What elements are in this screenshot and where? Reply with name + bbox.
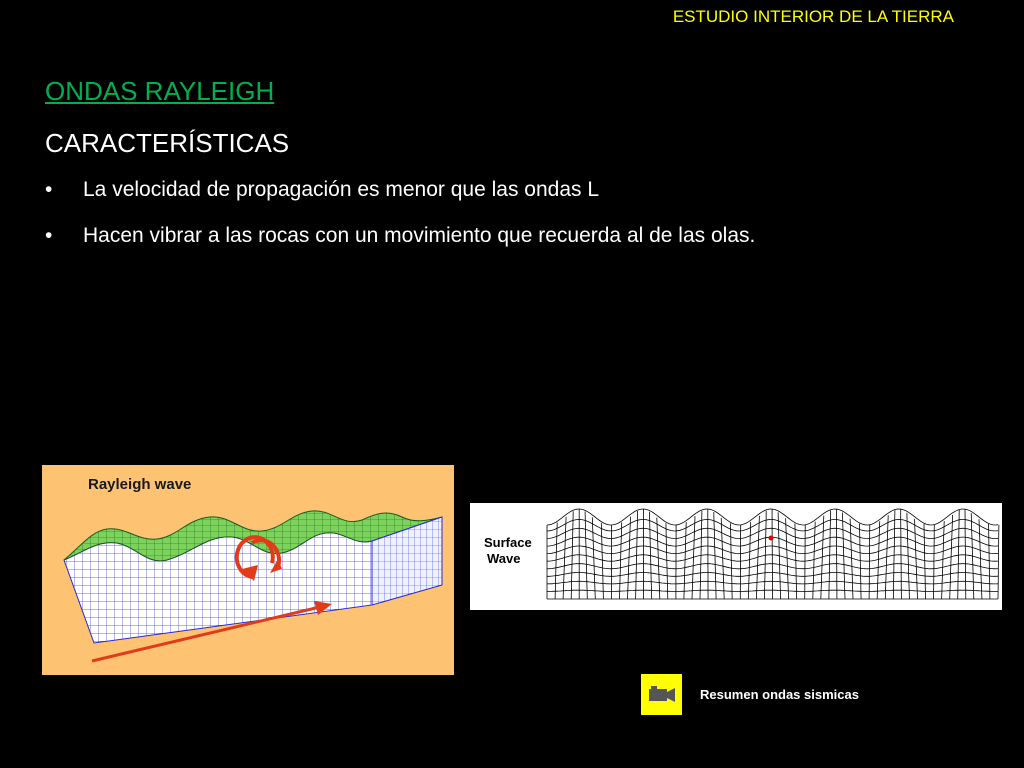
grid-vertical-line — [813, 522, 815, 599]
video-link-label[interactable]: Resumen ondas sismicas — [700, 687, 859, 702]
grid-vertical-line — [730, 523, 732, 599]
grid-vertical-line — [942, 521, 945, 599]
rayleigh-wave-illustration — [42, 465, 454, 675]
grid-vertical-line — [620, 522, 622, 599]
bullet-item — [45, 224, 755, 248]
rayleigh-wave-label: Rayleigh wave — [88, 476, 192, 493]
grid-vertical-line — [901, 509, 902, 599]
grid-vertical-line — [869, 525, 870, 599]
grid-vertical-line — [998, 525, 999, 599]
grid-vertical-line — [836, 509, 837, 599]
wave-block-front — [64, 533, 372, 643]
video-button[interactable] — [641, 674, 682, 715]
surface-wave-figure — [470, 503, 1002, 610]
surface-wave-label-line2: Wave — [487, 551, 521, 566]
grid-vertical-line — [958, 510, 960, 599]
grid-vertical-line — [877, 521, 880, 599]
surface-wave-grid — [547, 509, 999, 599]
grid-vertical-line — [934, 525, 935, 599]
grid-vertical-line — [859, 524, 861, 599]
grid-vertical-line — [601, 523, 603, 599]
particle-marker — [769, 536, 774, 541]
grid-vertical-line — [965, 509, 966, 599]
bullet-text: La velocidad de propagación es menor que las ondas L — [83, 178, 600, 201]
grid-vertical-line — [795, 524, 797, 600]
grid-vertical-line — [748, 522, 750, 599]
surface-wave-diagram — [470, 503, 1002, 610]
slide-header-title: ESTUDIO INTERIOR DE LA TIERRA — [672, 7, 954, 26]
grid-vertical-line — [666, 523, 668, 599]
grid-vertical-line — [684, 522, 686, 599]
bullet-marker: • — [45, 178, 53, 201]
grid-vertical-line — [924, 524, 926, 599]
grid-vertical-line — [555, 523, 557, 599]
bullet-list — [45, 178, 755, 270]
bullet-text: Hacen vibrar a las rocas con un movimiento que recuerda al de las olas. — [83, 224, 756, 247]
grid-vertical-line — [829, 510, 831, 599]
grid-vertical-line — [893, 510, 895, 599]
bullet-item — [45, 178, 755, 202]
surface-wave-label-line1: Surface — [484, 535, 532, 550]
rayleigh-wave-figure — [42, 465, 454, 675]
grid-vertical-line — [989, 524, 990, 599]
ondas-rayleigh-link[interactable]: ONDAS RAYLEIGH — [45, 76, 275, 106]
video-camera-icon — [641, 674, 682, 715]
section-heading: CARACTERÍSTICAS — [45, 128, 290, 158]
bullet-marker: • — [45, 224, 53, 247]
grid-vertical-line — [805, 525, 806, 599]
